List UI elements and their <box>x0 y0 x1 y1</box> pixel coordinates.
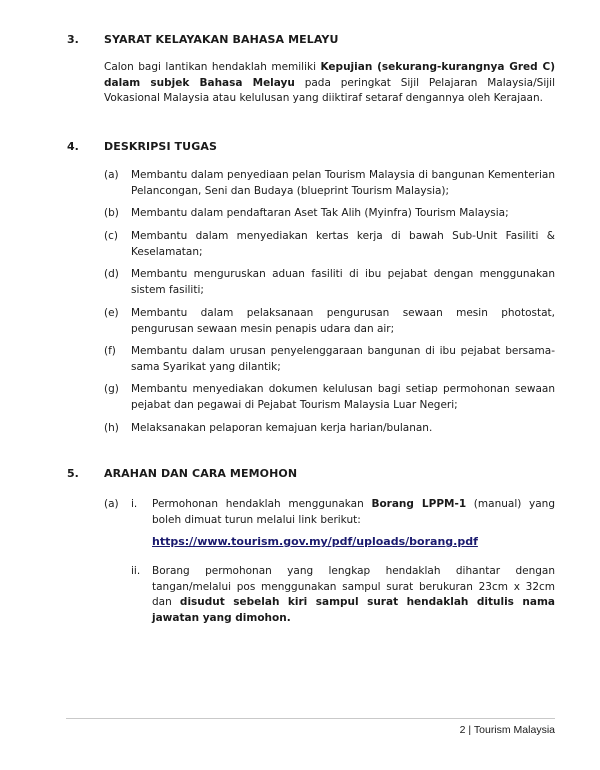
section-3-text-a: Calon bagi lantikan hendaklah memiliki <box>104 61 321 73</box>
list-marker: (a) <box>104 169 119 181</box>
list-marker: (e) <box>104 307 119 319</box>
list-text: Membantu dalam menyediakan kertas kerja di bawah Sub-Unit Fasiliti & Keselamatan; <box>131 230 555 258</box>
instruction-ii-text-a: Borang permohonan yang lengkap hendaklah dihantar dengan tangan/melalui pos menggunakan sampul surat berukuran 23cm x 32cm dan <box>152 565 555 608</box>
list-marker: (f) <box>104 345 116 357</box>
list-text: Membantu menyediakan dokumen kelulusan bagi setiap permohonan sewaan pejabat dan pegawai di Pejabat Tourism Malaysia Luar Negeri; <box>131 383 555 411</box>
list-marker: (d) <box>104 268 119 280</box>
sub-marker-ii: ii. <box>131 565 141 577</box>
instruction-i-text <box>152 497 555 528</box>
instruction-i-text-b: (manual) yang boleh dimuat turun melalui link berikut: <box>152 498 555 526</box>
instruction-ii-bold-text: disudut sebelah kiri sampul surat hendaklah ditulis nama jawatan yang dimohon. <box>152 596 555 624</box>
list-text: Membantu menguruskan aduan fasiliti di ibu pejabat dengan menggunakan sistem fasiliti; <box>131 268 555 296</box>
list-text: Membantu dalam urusan penyelenggaraan bangunan di ibu pejabat bersama-sama Syarikat yang dilantik; <box>131 345 555 373</box>
section-4-number: 4. <box>67 140 79 153</box>
list-marker: (b) <box>104 207 119 219</box>
download-form-link[interactable]: https://www.tourism.gov.my/pdf/uploads/borang.pdf <box>152 535 478 548</box>
form-name: Borang LPPM-1 <box>371 498 467 510</box>
list-text: Membantu dalam penyediaan pelan Tourism Malaysia di bangunan Kementerian Pelancongan, Seni dan Budaya (blueprint Tourism Malaysia); <box>131 169 555 197</box>
section-3-text-b: pada peringkat Sijil Pelajaran Malaysia/Sijil Vokasional Malaysia atau kelulusan yang diiktiraf setaraf dengannya oleh Kerajaan. <box>104 76 555 104</box>
section-3-bold-text: Kepujian (sekurang-kurangnya Gred C) dalam subjek Bahasa Melayu <box>104 61 555 89</box>
instruction-i-text-a: Permohonan hendaklah menggunakan <box>152 498 372 510</box>
list-text: Membantu dalam pelaksanaan pengurusan sewaan mesin photostat, pengurusan sewaan mesin penapis udara dan air; <box>131 307 555 335</box>
instruction-ii-text <box>152 564 555 626</box>
section-5-number: 5. <box>67 467 79 480</box>
section-3-paragraph <box>104 60 555 107</box>
section-3-title: SYARAT KELAYAKAN BAHASA MELAYU <box>104 33 339 46</box>
footer-divider <box>66 718 555 719</box>
list-marker: (c) <box>104 230 118 242</box>
section-3-number: 3. <box>67 33 79 46</box>
list-text: Membantu dalam pendaftaran Aset Tak Alih (Myinfra) Tourism Malaysia; <box>131 207 509 219</box>
sub-marker-a: (a) <box>104 498 119 510</box>
sub-marker-i: i. <box>131 498 138 510</box>
list-marker: (h) <box>104 422 119 434</box>
section-5-title: ARAHAN DAN CARA MEMOHON <box>104 467 298 480</box>
list-marker: (g) <box>104 383 119 395</box>
list-text: Melaksanakan pelaporan kemajuan kerja harian/bulanan. <box>131 422 433 434</box>
section-4-title: DESKRIPSI TUGAS <box>104 140 217 153</box>
page-footer: 2 | Tourism Malaysia <box>459 724 555 736</box>
